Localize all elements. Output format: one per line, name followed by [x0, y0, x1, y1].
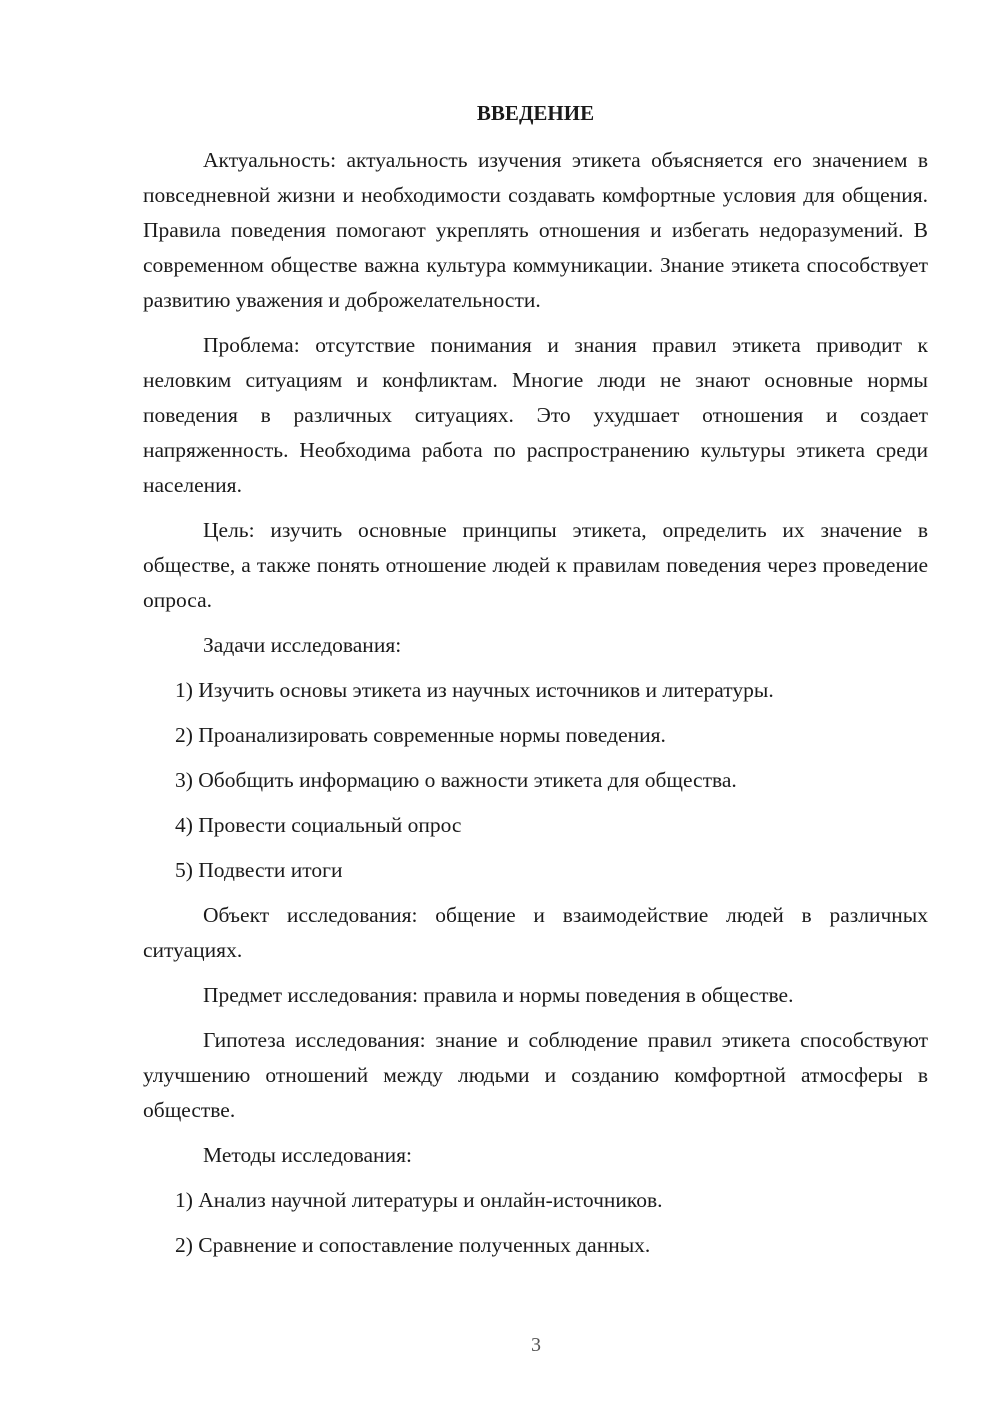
tasks-list	[143, 673, 928, 888]
page-title: ВВЕДЕНИЕ	[476, 101, 595, 125]
list-item: 2) Проанализировать современные нормы поведения.	[175, 723, 666, 747]
list-item: 2) Сравнение и сопоставление полученных данных.	[175, 1233, 651, 1257]
problem-paragraph: Проблема: отсутствие понимания и знания правил этикета приводит к неловким ситуациям и конфликтам. Многие люди не знают основные нормы поведения в различных ситуациях. Это ухудшает отношения и создает напряженность. Необходима работа по распространению культуры этикета среди населения.	[143, 333, 928, 497]
goal-paragraph: Цель: изучить основные принципы этикета, определить их значение в обществе, а также понять отношение людей к правилам поведения через проведение опроса.	[143, 518, 928, 612]
list-item: 5) Подвести итоги	[175, 858, 343, 882]
subject-paragraph: Предмет исследования: правила и нормы поведения в обществе.	[203, 983, 794, 1007]
document-page	[143, 96, 928, 1273]
list-item: 3) Обобщить информацию о важности этикета для общества.	[175, 768, 737, 792]
methods-heading: Методы исследования:	[203, 1143, 412, 1167]
list-item: 4) Провести социальный опрос	[175, 813, 462, 837]
relevance-paragraph: Актуальность: актуальность изучения этикета объясняется его значением в повседневной жизни и необходимости создавать комфортные условия для общения. Правила поведения помогают укреплять отношения и избегать недоразумений. В современном обществе важна культура коммуникации. Знание этикета способствует развитию уважения и доброжелательности.	[143, 148, 928, 312]
object-paragraph: Объект исследования: общение и взаимодействие людей в различных ситуациях.	[143, 903, 928, 962]
tasks-heading: Задачи исследования:	[203, 633, 402, 657]
list-item: 1) Анализ научной литературы и онлайн-источников.	[175, 1188, 663, 1212]
page-number: 3	[531, 1334, 541, 1356]
hypothesis-paragraph: Гипотеза исследования: знание и соблюдение правил этикета способствуют улучшению отношений между людьми и созданию комфортной атмосферы в обществе.	[143, 1028, 928, 1122]
list-item: 1) Изучить основы этикета из научных источников и литературы.	[175, 678, 774, 702]
methods-list	[143, 1183, 928, 1263]
